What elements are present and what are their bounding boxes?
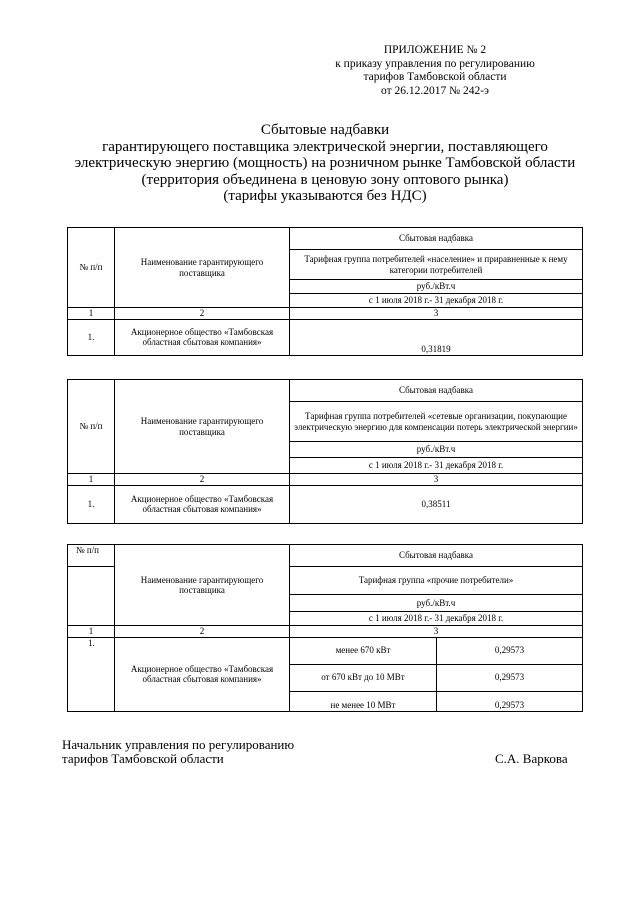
signature-position bbox=[62, 738, 294, 766]
table-row bbox=[68, 637, 583, 664]
col-index-3: 3 bbox=[290, 308, 583, 320]
col-index-2: 2 bbox=[115, 626, 290, 638]
period: с 1 июля 2018 г.- 31 декабря 2018 г. bbox=[290, 612, 583, 626]
row-supplier: Акционерное общество «Тамбовская областная сбытовая компания» bbox=[115, 637, 290, 711]
row-number: 1. bbox=[68, 485, 115, 523]
table-row bbox=[68, 485, 583, 523]
row-supplier: Акционерное общество «Тамбовская областная сбытовая компания» bbox=[115, 319, 290, 355]
title-line-1: Сбытовые надбавки bbox=[260, 122, 390, 138]
sub-value-2: 0,29573 bbox=[437, 664, 583, 691]
col-header-supplier: Наименование гарантирующего поставщика bbox=[115, 545, 290, 626]
row-value: 0,38511 bbox=[290, 485, 583, 523]
unit: руб./кВт.ч bbox=[290, 595, 583, 612]
signature-position-line-1: Начальник управления по регулированию bbox=[62, 737, 295, 752]
tariff-group: Тарифная группа потребителей «население» и приравненные к нему категории потребителей bbox=[290, 250, 583, 280]
tariff-group: Тарифная группа потребителей «сетевые организации, покупающие электрическую энергию для компенсации потерь электрической энергии» bbox=[290, 402, 583, 442]
row-value: 0,31819 bbox=[290, 319, 583, 355]
col-index-2: 2 bbox=[115, 308, 290, 320]
col-index-3: 3 bbox=[290, 626, 583, 638]
title-line-2: гарантирующего поставщика электрической энергии, поставляющего bbox=[102, 138, 548, 155]
col-header-number: № п/п bbox=[68, 380, 115, 474]
appendix-header bbox=[300, 44, 570, 98]
unit: руб./кВт.ч bbox=[290, 280, 583, 294]
sub-value-1: 0,29573 bbox=[437, 637, 583, 664]
tariff-group: Тарифная группа «прочие потребители» bbox=[290, 567, 583, 595]
col-header-markup: Сбытовая надбавка bbox=[290, 545, 583, 567]
appendix-authority: тарифов Тамбовской области bbox=[363, 71, 507, 83]
tariff-table-population bbox=[67, 227, 583, 356]
col-index-2: 2 bbox=[115, 474, 290, 486]
sub-range-1: менее 670 кВт bbox=[290, 637, 437, 664]
row-number: 1. bbox=[68, 637, 115, 711]
table-row bbox=[68, 319, 583, 355]
title-line-5: (тарифы указываются без НДС) bbox=[223, 188, 427, 204]
col-index-1: 1 bbox=[68, 308, 115, 320]
signature-name: С.А. Варкова bbox=[495, 751, 568, 766]
col-header-number: № п/п bbox=[68, 228, 115, 308]
col-index-1: 1 bbox=[68, 626, 115, 638]
row-number: 1. bbox=[68, 319, 115, 355]
title-line-4: (территория объединена в ценовую зону оптового рынка) bbox=[141, 171, 509, 188]
row-supplier: Акционерное общество «Тамбовская областная сбытовая компания» bbox=[115, 485, 290, 523]
sub-range-3: не менее 10 МВт bbox=[290, 691, 437, 711]
col-header-supplier: Наименование гарантирующего поставщика bbox=[115, 380, 290, 474]
document-title bbox=[40, 122, 610, 205]
title-line-3: электрическую энергию (мощность) на розничном рынке Тамбовской области bbox=[74, 155, 576, 171]
col-index-1: 1 bbox=[68, 474, 115, 486]
appendix-order-ref: к приказу управления по регулированию bbox=[335, 57, 535, 70]
tariff-table-network bbox=[67, 379, 583, 524]
appendix-date-number: от 26.12.2017 № 242-э bbox=[381, 84, 489, 97]
col-index-3: 3 bbox=[290, 474, 583, 486]
col-header-number: № п/п bbox=[68, 545, 115, 567]
appendix-title: ПРИЛОЖЕНИЕ № 2 bbox=[383, 44, 487, 56]
sub-range-2: от 670 кВт до 10 МВт bbox=[290, 664, 437, 691]
period: с 1 июля 2018 г.- 31 декабря 2018 г. bbox=[290, 458, 583, 474]
sub-value-3: 0,29573 bbox=[437, 691, 583, 711]
signature-position-line-2: тарифов Тамбовской области bbox=[62, 751, 224, 766]
period: с 1 июля 2018 г.- 31 декабря 2018 г. bbox=[290, 294, 583, 308]
col-header-markup: Сбытовая надбавка bbox=[290, 228, 583, 250]
col-header-markup: Сбытовая надбавка bbox=[290, 380, 583, 402]
tariff-table-other bbox=[67, 544, 583, 712]
unit: руб./кВт.ч bbox=[290, 442, 583, 458]
col-header-supplier: Наименование гарантирующего поставщика bbox=[115, 228, 290, 308]
